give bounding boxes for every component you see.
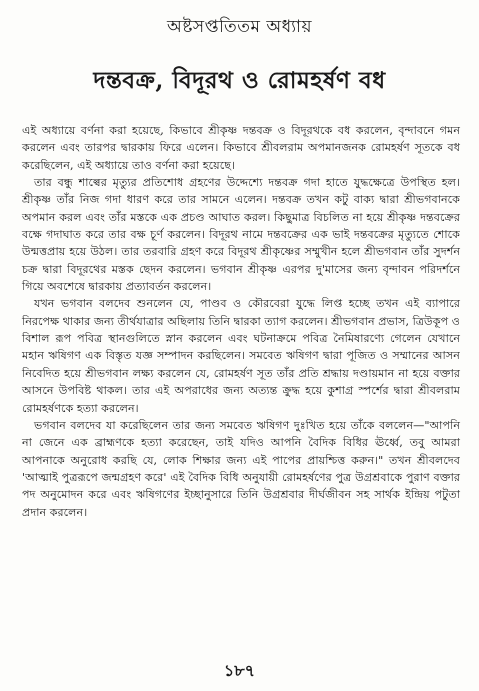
chapter-label: অষ্টসপ্ততিতম অধ্যায় — [167, 17, 312, 37]
paragraph: যখন ভগবান বলদেব শুনলেন যে, পাণ্ডব ও কৌরবেরা যুদ্ধে লিপ্ত হচ্ছে তখন এই ব্যাপারে নিরপেক্ষ থাকার জন্য তীর্থযাত্রার অছিলায় তিনি দ্বারকা ত্যাগ করলেন। শ্রীভগবান প্রভাস, ত্রিউকূপ ও বিশাল রূপ পবিত্র স্থানগুলিতে স্নান করলেন এবং ঘটনাক্রমে পবিত্র নৈমিষারণ্যে গেলেন যেখানে মহান ঋষিগণ এক বিস্তৃত যজ্ঞ সম্পাদন করছিলেন। সমবেত ঋষিগণ দ্বারা পূজিত ও সম্মানের আসন নিবেদিত হয়ে শ্রীভগবান লক্ষ্য করলেন যে, রোমহর্ষণ সূত তাঁর প্রতি শ্রদ্ধায় দণ্ডায়মান না হয়ে বক্তার আসনে উপবিষ্ট থাকল। তার এই অপরাধের জন্য অত্যন্ত ক্রুদ্ধ হয়ে কুশাগ্র স্পর্শের দ্বারা শ্রীবলরাম রোমহর্ষণকে হত্যা করলেন। — [22, 297, 460, 415]
chapter-title: দন্তবক্র, বিদূরথ ও রোমহর্ষণ বধ — [93, 67, 386, 94]
paragraph: তার বন্ধু শাল্বের মৃত্যুর প্রতিশোধ গ্রহণের উদ্দেশ্যে দন্তবক্র গদা হাতে যুদ্ধক্ষেত্রে উপস্থিত হল। শ্রীকৃষ্ণ তাঁর নিজ গদা ধারণ করে তার সামনে এলেন। দন্তবক্র তখন কটু বাক্য দ্বারা শ্রীভগবানকে অপমান করল এবং তাঁর মস্তকে এক প্রচণ্ড আঘাত করল। কিছুমাত্র বিচলিত না হয়ে শ্রীকৃষ্ণ দন্তবক্রের বক্ষে গদাঘাত করে তার বক্ষ চূর্ণ করলেন। বিদূরথ নামে দন্তবক্রের এক ভাই দন্তবক্রের মৃত্যুতে শোকে উন্মত্তপ্রায় হয়ে উঠল। তার তরবারি গ্রহণ করে বিদূরথ শ্রীকৃষ্ণের সম্মুখীন হলে শ্রীভগবান তাঁর সুদর্শন চক্র দ্বারা বিদূরথের মস্তক ছেদন করলেন। ভগবান শ্রীকৃষ্ণ এরপর দু'মাসের জন্য বৃন্দাবন পরিদর্শনে গিয়ে অবশেষে দ্বারকায় প্রত্যাবর্তন করলেন। — [22, 176, 460, 294]
page-number: ১৮৭ — [223, 661, 256, 680]
chapter-body — [22, 122, 460, 521]
paragraph: ভগবান বলদেব যা করেছিলেন তার জন্য সমবেত ঋষিগণ দুঃখিত হয়ে তাঁকে বললেন—"আপনি না জেনে এক ব্রাহ্মণকে হত্যা করেছেন, তাই যদিও আপনি বৈদিক বিধির ঊর্ধ্বে, তবু আমরা আপনাকে অনুরোধ করছি যে, লোক শিক্ষার জন্য এই পাপের প্রায়শ্চিত্ত করুন।" তখন শ্রীবলদেব 'আত্মাই পুত্ররূপে জন্মগ্রহণ করে' এই বৈদিক বিধি অনুযায়ী রোমহর্ষণের পুত্র উগ্রশ্রবাকে পুরাণ বক্তার পদ অনুমোদন করে এবং ঋষিগণের ইচ্ছানুসারে তিনি উগ্রশ্রবার দীর্ঘজীবন সহ সার্থক ইন্দ্রিয় পটুতা প্রদান করলেন। — [22, 418, 460, 519]
paragraph: এই অধ্যায়ে বর্ণনা করা হয়েছে, কিভাবে শ্রীকৃষ্ণ দন্তবক্র ও বিদূরথকে বধ করলেন, বৃন্দাবনে গমন করলেন এবং তারপর দ্বারকায় ফিরে এলেন। কিভাবে শ্রীবলরাম অপমানজনক রোমহর্ষণ সূতকে বধ করেছিলেন, এই অধ্যায়ে তাও বর্ণনা করা হয়েছে। — [22, 124, 460, 172]
